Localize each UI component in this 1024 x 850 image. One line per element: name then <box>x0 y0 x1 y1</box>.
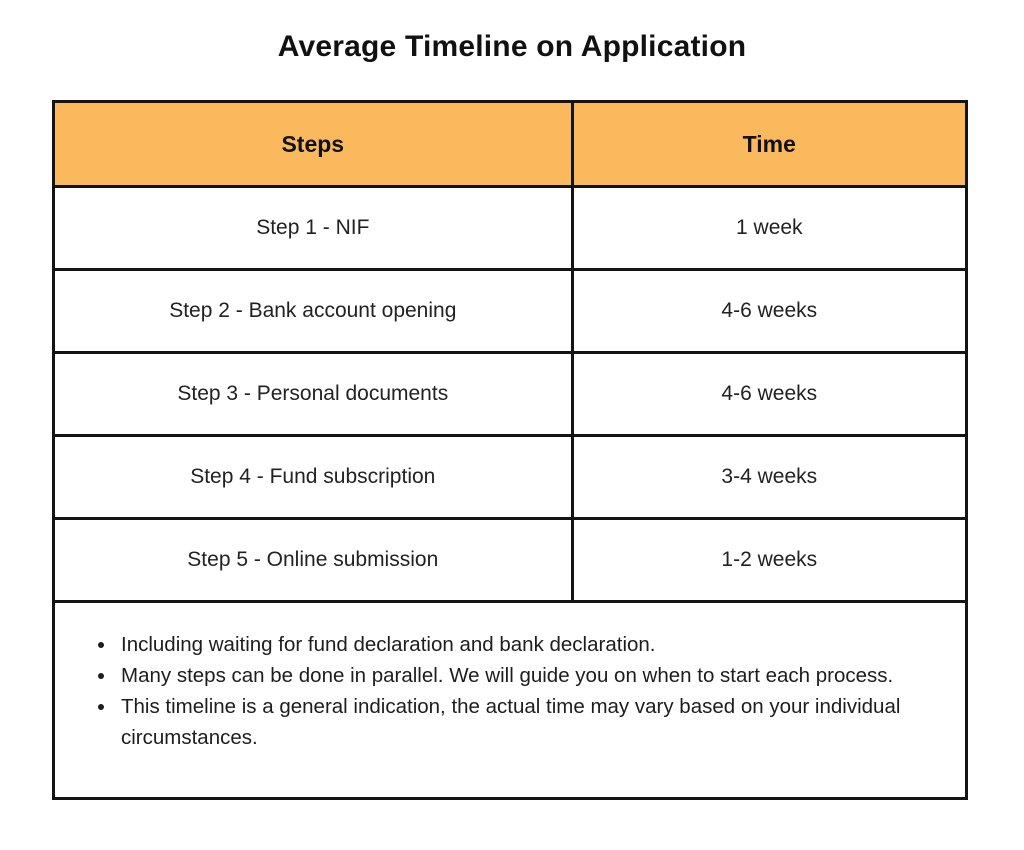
step-cell: Step 1 - NIF <box>54 187 573 270</box>
notes-cell <box>54 602 967 799</box>
header-row <box>54 102 967 187</box>
table-row <box>54 436 967 519</box>
step-cell: Step 4 - Fund subscription <box>54 436 573 519</box>
table-row <box>54 353 967 436</box>
notes-row <box>54 602 967 799</box>
time-cell: 4-6 weeks <box>572 353 966 436</box>
time-cell: 1-2 weeks <box>572 519 966 602</box>
step-cell: Step 2 - Bank account opening <box>54 270 573 353</box>
time-cell: 1 week <box>572 187 966 270</box>
page-title: Average Timeline on Application <box>277 30 747 63</box>
step-cell: Step 5 - Online submission <box>54 519 573 602</box>
time-cell: 4-6 weeks <box>572 270 966 353</box>
note-item: • Including waiting for fund declaration and bank declaration. <box>117 629 935 660</box>
step-cell: Step 3 - Personal documents <box>54 353 573 436</box>
table-row <box>54 519 967 602</box>
notes-list <box>89 629 935 754</box>
table-row <box>54 270 967 353</box>
header-time: Time <box>572 102 966 187</box>
timeline-table <box>52 100 968 800</box>
note-item: • This timeline is a general indication, the actual time may vary based on your individual circumstances. <box>117 691 935 753</box>
table-row <box>54 187 967 270</box>
note-item: • Many steps can be done in parallel. We will guide you on when to start each process. <box>117 660 935 691</box>
header-steps: Steps <box>54 102 573 187</box>
time-cell: 3-4 weeks <box>572 436 966 519</box>
